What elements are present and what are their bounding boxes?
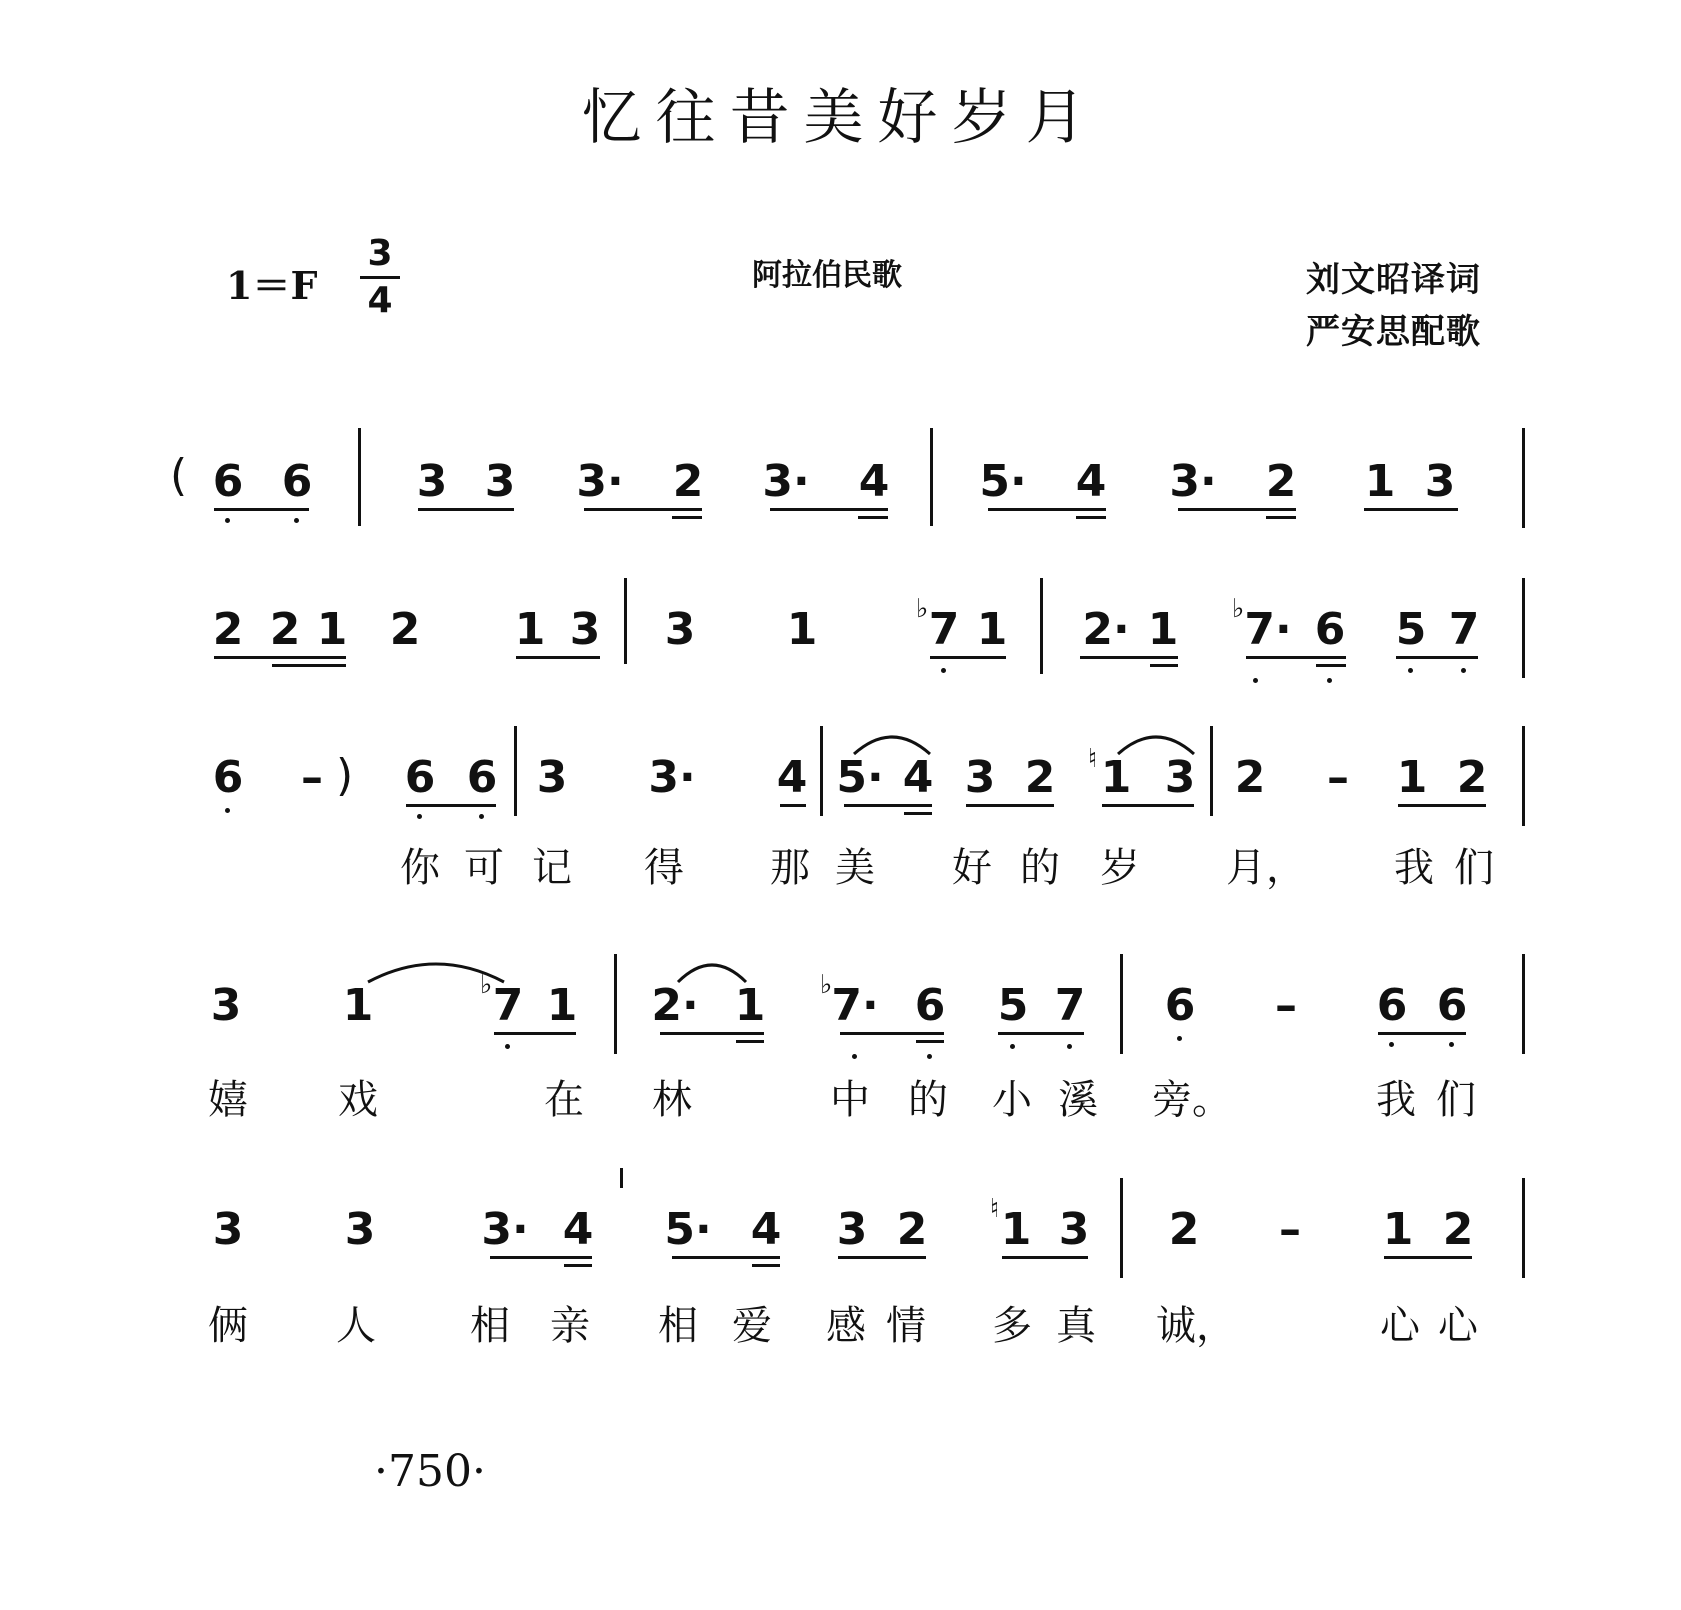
barline	[1522, 1178, 1525, 1278]
low-dot	[1408, 668, 1413, 673]
flat-sign: ♭	[916, 594, 929, 624]
lyric: 那	[770, 845, 810, 891]
lyric: 好	[952, 845, 992, 891]
score-row-2	[0, 578, 1681, 728]
underline-double	[752, 1264, 780, 1267]
note: 2·	[1082, 604, 1130, 655]
note: –	[1279, 1204, 1301, 1255]
lyric: 们	[1436, 1077, 1476, 1123]
underline	[998, 1032, 1084, 1035]
lyric: 亲	[550, 1303, 590, 1349]
underline	[930, 656, 1006, 659]
natural-sign: ♮	[1088, 744, 1098, 774]
note: 2	[1168, 1204, 1200, 1255]
flat-sign: ♭	[480, 970, 493, 1000]
note: 5·	[836, 752, 884, 803]
note: 2	[1442, 1204, 1474, 1255]
underline	[660, 1032, 764, 1035]
lyric: 俩	[208, 1303, 248, 1349]
note: 1	[1000, 1204, 1032, 1255]
lyric: 美	[835, 845, 875, 891]
underline	[584, 508, 702, 511]
note: 7	[1054, 980, 1086, 1031]
underline	[490, 1256, 592, 1259]
underline-double	[564, 1264, 592, 1267]
note: 7·	[831, 980, 879, 1031]
note: 2	[1024, 752, 1056, 803]
barline	[1522, 578, 1525, 678]
credit-arranger: 严安思配歌	[1306, 312, 1481, 352]
note: 7	[1448, 604, 1480, 655]
note: 3	[1058, 1204, 1090, 1255]
lyric: 中	[830, 1077, 870, 1123]
note: 1	[1396, 752, 1428, 803]
page-number: ·750·	[374, 1446, 486, 1497]
lyric: 多	[992, 1303, 1032, 1349]
lyric: 林	[652, 1077, 692, 1123]
lyric: 我	[1376, 1077, 1416, 1123]
low-dot	[479, 814, 484, 819]
time-signature-bar	[360, 276, 400, 279]
low-dot	[941, 668, 946, 673]
note: 4	[858, 456, 890, 507]
note: 1	[316, 604, 348, 655]
barline	[1522, 428, 1525, 528]
barline	[1120, 1178, 1123, 1278]
low-dot	[1177, 1036, 1182, 1041]
barline	[614, 954, 617, 1054]
barline	[1522, 726, 1525, 826]
note: 3	[1164, 752, 1196, 803]
underline	[1002, 1256, 1088, 1259]
barline	[514, 726, 517, 816]
note: 3	[210, 980, 242, 1031]
note: 2	[212, 604, 244, 655]
note: 6	[1436, 980, 1468, 1031]
note: 5·	[664, 1204, 712, 1255]
underline	[1364, 508, 1458, 511]
note: 3	[416, 456, 448, 507]
lyric: 我	[1394, 845, 1434, 891]
lyric: 相	[470, 1303, 510, 1349]
note: 1	[514, 604, 546, 655]
note: 7·	[1244, 604, 1292, 655]
note: –	[301, 752, 323, 803]
low-dot	[294, 518, 299, 523]
note: 3	[484, 456, 516, 507]
low-dot	[225, 808, 230, 813]
note: 1	[1382, 1204, 1414, 1255]
underline-double	[916, 1040, 944, 1043]
underline	[844, 804, 932, 807]
lyric: 情	[886, 1303, 926, 1349]
lyric: 得	[644, 845, 684, 891]
barline	[620, 1168, 623, 1188]
note: 3	[569, 604, 601, 655]
note: 6	[914, 980, 946, 1031]
lyric: 月，	[1226, 845, 1306, 891]
lyric: 心	[1438, 1303, 1478, 1349]
flat-sign: ♭	[820, 970, 833, 1000]
lyric: 的	[1020, 845, 1060, 891]
note: 3	[212, 1204, 244, 1255]
note: 3·	[481, 1204, 529, 1255]
lyric: 戏	[338, 1077, 378, 1123]
low-dot	[1067, 1044, 1072, 1049]
underline	[780, 804, 806, 807]
underline-double	[1316, 664, 1346, 667]
lyric: 你	[400, 845, 440, 891]
barline	[1040, 578, 1043, 674]
note: 3	[664, 604, 696, 655]
note: 7	[492, 980, 524, 1031]
underline-double	[858, 516, 888, 519]
lyric: 嬉	[208, 1077, 248, 1123]
lyric: 人	[336, 1303, 376, 1349]
underline	[1378, 1032, 1466, 1035]
underline	[840, 1032, 944, 1035]
lyric: 们	[1454, 845, 1494, 891]
note: 2·	[651, 980, 699, 1031]
note: 4	[902, 752, 934, 803]
lyric: 诚，	[1156, 1303, 1236, 1349]
low-dot	[852, 1054, 857, 1059]
underline-double	[736, 1040, 764, 1043]
note: 3	[836, 1204, 868, 1255]
note: 2	[1265, 456, 1297, 507]
note: 3	[964, 752, 996, 803]
lyric: 的	[908, 1077, 948, 1123]
credit-lyricist: 刘文昭译词	[1306, 260, 1481, 300]
low-dot	[1010, 1044, 1015, 1049]
lyric: 相	[658, 1303, 698, 1349]
lyric: 小	[992, 1077, 1032, 1123]
underline-double	[1076, 516, 1106, 519]
underline	[214, 508, 309, 511]
note: 3·	[762, 456, 810, 507]
underline	[406, 804, 496, 807]
note: 6	[281, 456, 313, 507]
note: 2	[672, 456, 704, 507]
lyric: 旁。	[1152, 1077, 1232, 1123]
underline	[672, 1256, 780, 1259]
lyric: 溪	[1058, 1077, 1098, 1123]
note: 1	[1147, 604, 1179, 655]
note: 3	[536, 752, 568, 803]
note: 3	[1424, 456, 1456, 507]
underline	[1398, 804, 1486, 807]
note: 3·	[648, 752, 696, 803]
underline	[494, 1032, 576, 1035]
note: 5	[1395, 604, 1427, 655]
underline	[988, 508, 1106, 511]
score-row-3	[0, 726, 1681, 936]
time-signature-top: 3	[367, 233, 393, 274]
score-row-5	[0, 1178, 1681, 1378]
note: 2	[1234, 752, 1266, 803]
underline-double	[1150, 664, 1178, 667]
underline	[418, 508, 514, 511]
lyric: 记	[532, 845, 572, 891]
low-dot	[1253, 678, 1258, 683]
underline	[1246, 656, 1346, 659]
underline	[1178, 508, 1296, 511]
note: 3	[344, 1204, 376, 1255]
score-row-4	[0, 954, 1681, 1154]
note: 6	[466, 752, 498, 803]
time-signature	[360, 233, 400, 321]
barline	[820, 726, 823, 816]
note: 6	[212, 456, 244, 507]
note: 1	[546, 980, 578, 1031]
lyric: 岁	[1100, 845, 1140, 891]
note: 1	[1100, 752, 1132, 803]
lyric: 感	[826, 1303, 866, 1349]
barline	[930, 428, 933, 526]
note: –	[1327, 752, 1349, 803]
underline	[1384, 1256, 1472, 1259]
lyric: 心	[1380, 1303, 1420, 1349]
underline	[966, 804, 1054, 807]
underline	[838, 1256, 926, 1259]
low-dot	[505, 1044, 510, 1049]
note: 4	[776, 752, 808, 803]
note: 3·	[1169, 456, 1217, 507]
note: –	[1275, 980, 1297, 1031]
underline	[1396, 656, 1478, 659]
note: 2	[269, 604, 301, 655]
low-dot	[417, 814, 422, 819]
underline-double	[904, 812, 932, 815]
note: 1	[342, 980, 374, 1031]
low-dot	[1327, 678, 1332, 683]
note: 6	[1376, 980, 1408, 1031]
lyric: 爱	[732, 1303, 772, 1349]
underline-double	[672, 516, 702, 519]
underline	[214, 656, 346, 659]
genre-label: 阿拉伯民歌	[752, 258, 902, 293]
natural-sign: ♮	[990, 1194, 1000, 1224]
open-paren: (	[170, 450, 188, 501]
score-row-1	[0, 428, 1681, 578]
note: 5	[997, 980, 1029, 1031]
underline	[770, 508, 888, 511]
underline-double	[1266, 516, 1296, 519]
time-signature-bottom: 4	[367, 280, 393, 321]
flat-sign: ♭	[1232, 594, 1245, 624]
low-dot	[1461, 668, 1466, 673]
low-dot	[927, 1054, 932, 1059]
lyric: 在	[544, 1077, 584, 1123]
barline	[624, 578, 627, 664]
barline	[1120, 954, 1123, 1054]
note: 4	[562, 1204, 594, 1255]
note: 6	[1314, 604, 1346, 655]
note: 2	[1456, 752, 1488, 803]
low-dot	[225, 518, 230, 523]
barline	[358, 428, 361, 526]
note: 1	[734, 980, 766, 1031]
note: 1	[1364, 456, 1396, 507]
barline	[1522, 954, 1525, 1054]
note: 7	[928, 604, 960, 655]
note: 1	[786, 604, 818, 655]
note: 1	[976, 604, 1008, 655]
song-title: 忆往昔美好岁月	[581, 83, 1100, 153]
underline	[1102, 804, 1194, 807]
note: 6	[212, 752, 244, 803]
note: 5·	[979, 456, 1027, 507]
note: 6	[1164, 980, 1196, 1031]
key-signature: 1＝F	[226, 263, 318, 308]
note: 4	[750, 1204, 782, 1255]
low-dot	[1389, 1042, 1394, 1047]
note: 2	[896, 1204, 928, 1255]
lyric: 可	[464, 845, 504, 891]
note: 6	[404, 752, 436, 803]
note: 2	[389, 604, 421, 655]
underline	[516, 656, 600, 659]
underline	[1080, 656, 1178, 659]
close-paren: )	[336, 750, 354, 801]
low-dot	[1449, 1042, 1454, 1047]
note: 4	[1075, 456, 1107, 507]
lyric: 真	[1056, 1303, 1096, 1349]
note: 3·	[576, 456, 624, 507]
underline-double	[272, 664, 346, 667]
barline	[1210, 726, 1213, 816]
